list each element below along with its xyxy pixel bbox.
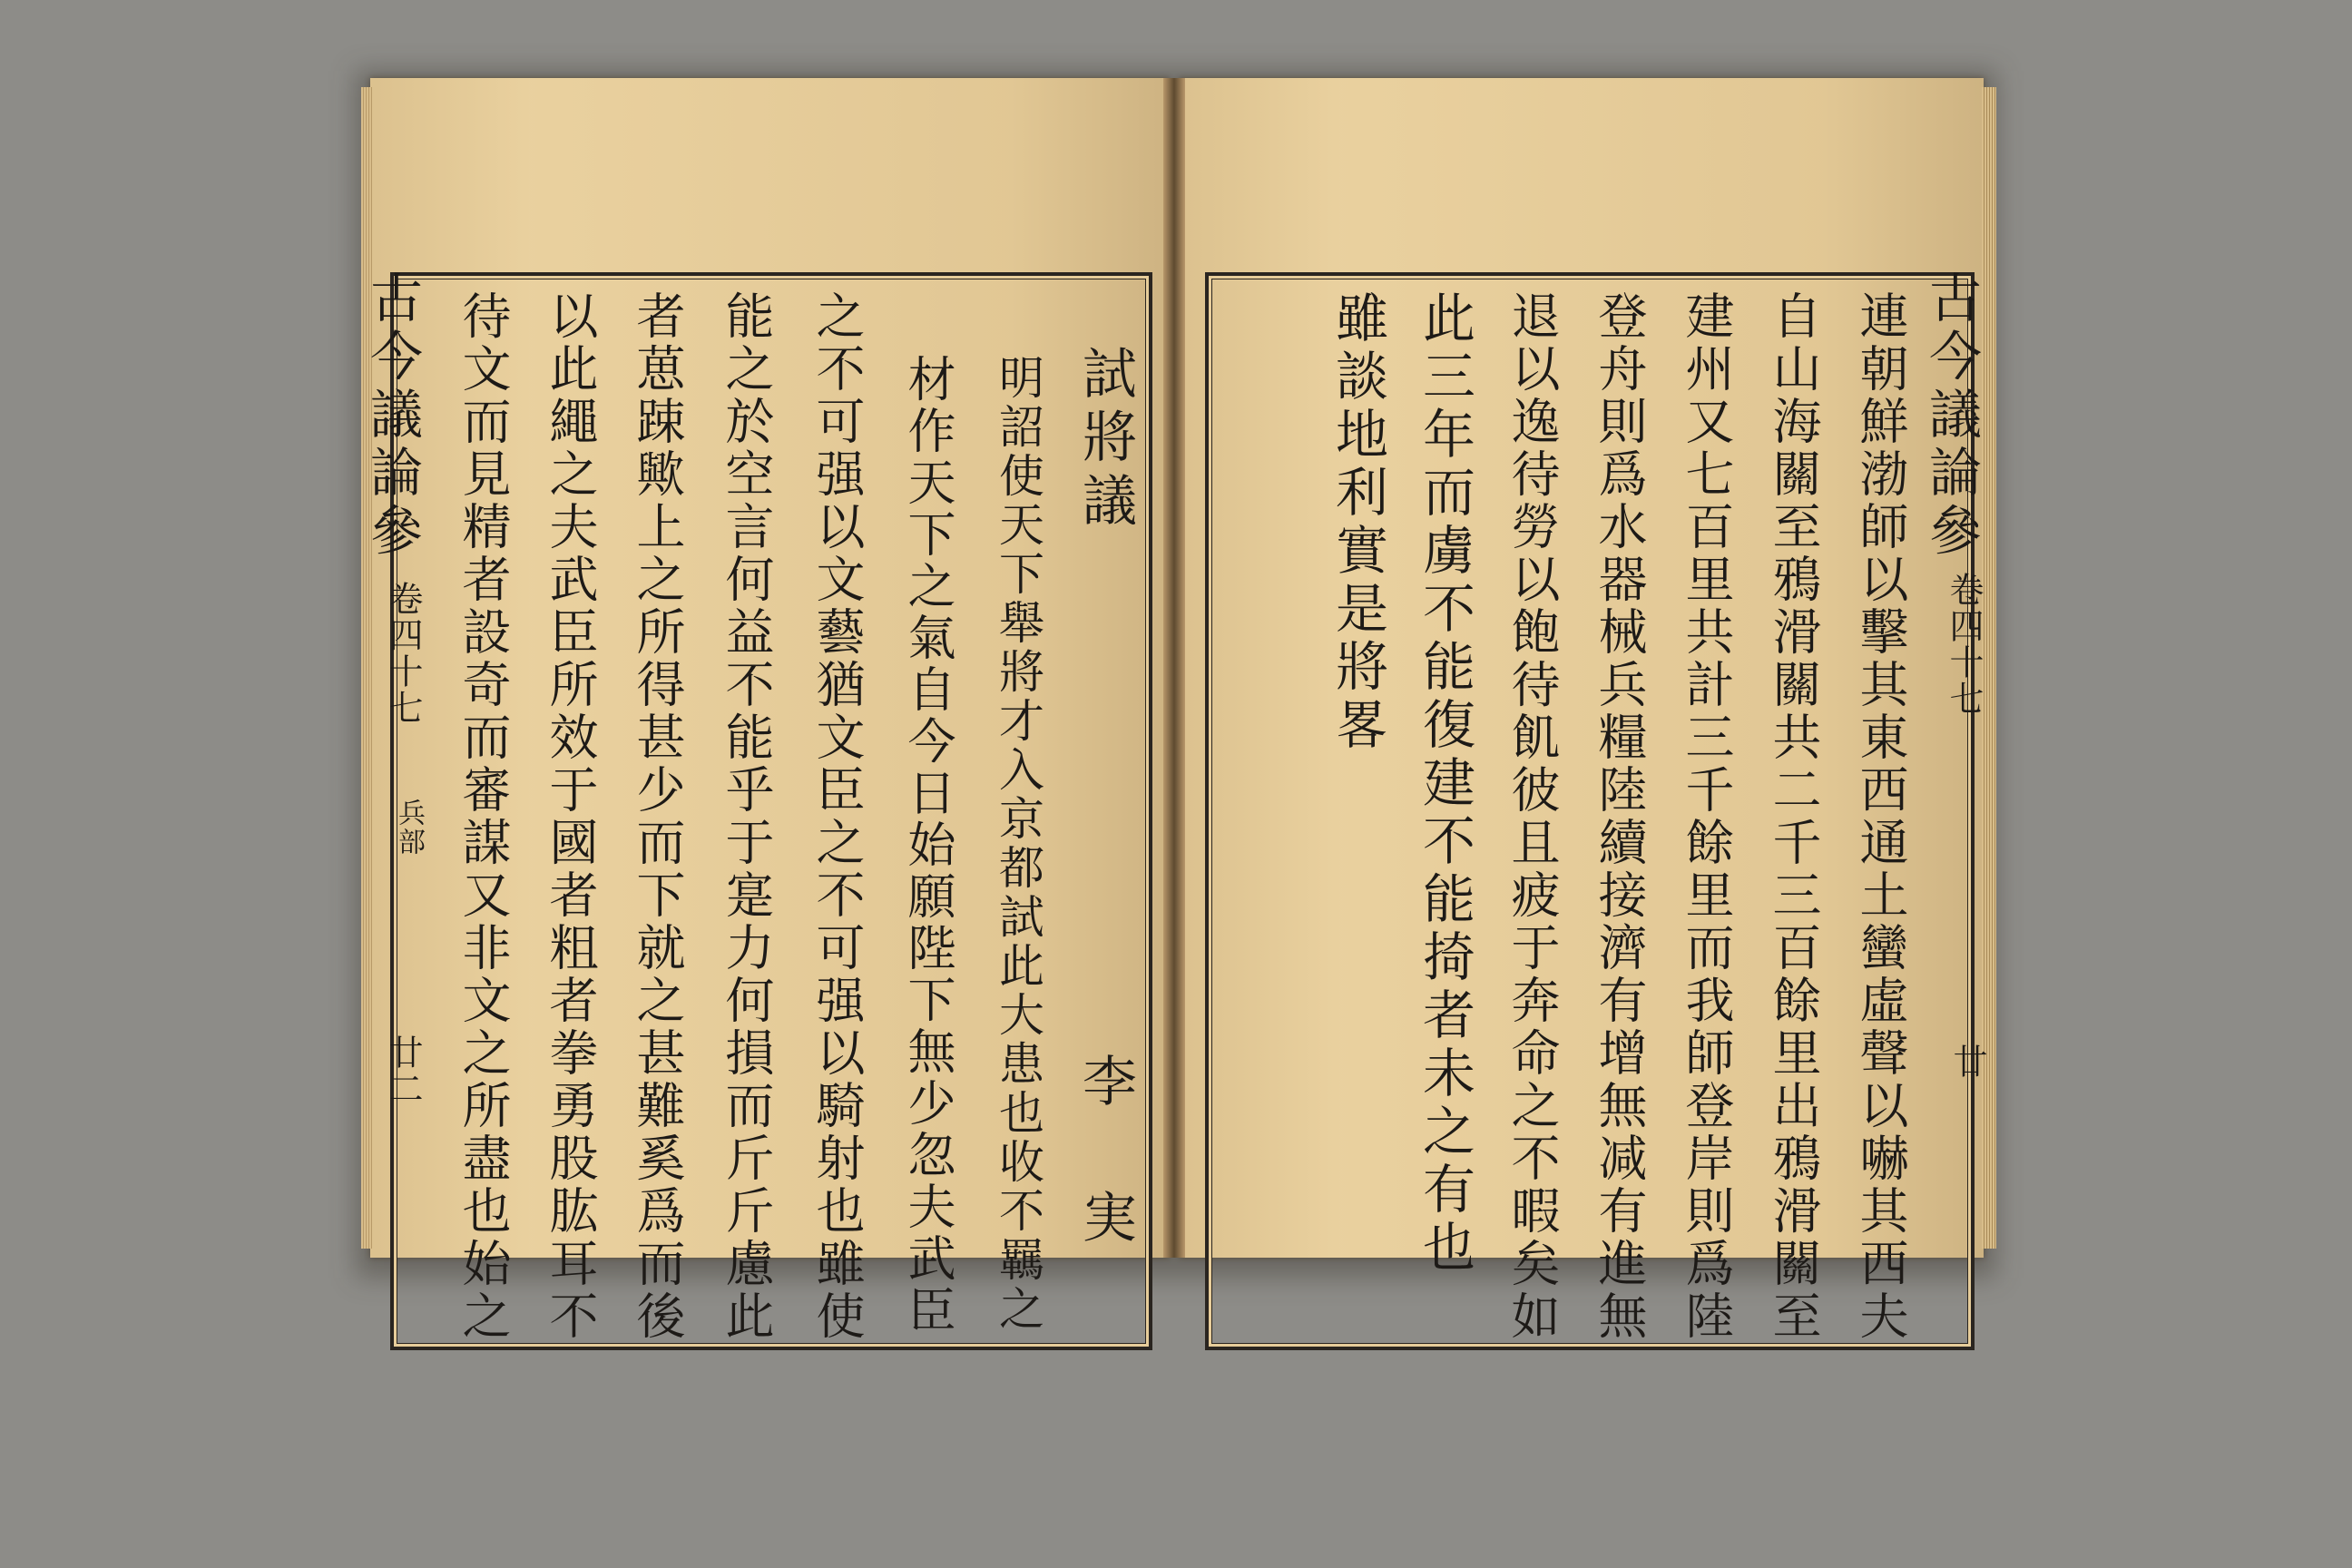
right-col-2: 自山海關至鴉滑關共二千三百餘里出鴉滑關至 <box>1765 290 1822 1343</box>
left-margin-section: 兵部 <box>393 799 425 857</box>
right-col-3: 建州又七百里共計三千餘里而我師登岸則爲陸 <box>1678 290 1735 1343</box>
left-col-1: 明詔使天下舉將才入京都試此大患也收不羈之 <box>992 354 1044 1334</box>
left-col-2: 材作天下之氣自今日始願陛下無少忽夫武臣 <box>900 354 956 1337</box>
left-margin-title: 古今議論參 <box>361 270 423 561</box>
right-col-7: 雖談地利實是將畧 <box>1327 290 1388 755</box>
right-col-6: 此三年而虜不能復建不能掎者未之有也 <box>1414 290 1475 1278</box>
book-gutter <box>1163 78 1185 1258</box>
left-col-5: 者葸踈歟上之所得甚少而下就之甚難奚爲而後 <box>629 290 686 1343</box>
left-margin-page: 廿二 <box>383 1034 423 1107</box>
right-col-4: 登舟則爲水器械兵糧陸續接濟有增無减有進無 <box>1591 290 1648 1343</box>
left-col-6: 以此繩之夫武臣所效于國者粗者拳勇股肱耳不 <box>542 290 599 1343</box>
essay-title: 試將議 <box>1073 345 1137 535</box>
right-col-1: 連朝鮮渤師以擊其東西通土蠻虛聲以嚇其西夫 <box>1852 290 1909 1343</box>
right-margin-page: 廿 <box>1947 1044 1987 1080</box>
essay-author: 李 実 <box>1073 1053 1137 1252</box>
left-margin-volume: 卷四十七 <box>383 581 423 726</box>
left-col-4: 能之於空言何益不能乎于寔力何損而斤斤慮此 <box>718 290 775 1343</box>
right-margin-title: 古今議論參 <box>1920 270 1982 561</box>
left-col-3: 之不可强以文藝猶文臣之不可强以騎射也雖使 <box>808 290 866 1343</box>
right-margin-volume: 卷四十七 <box>1944 572 1984 717</box>
right-col-5: 退以逸待勞以飽待飢彼且疲于奔命之不暇矣如 <box>1504 290 1561 1343</box>
left-page-edges <box>361 87 372 1249</box>
left-col-7: 待文而見精者設奇而審謀又非文之所盡也始之 <box>455 290 512 1343</box>
